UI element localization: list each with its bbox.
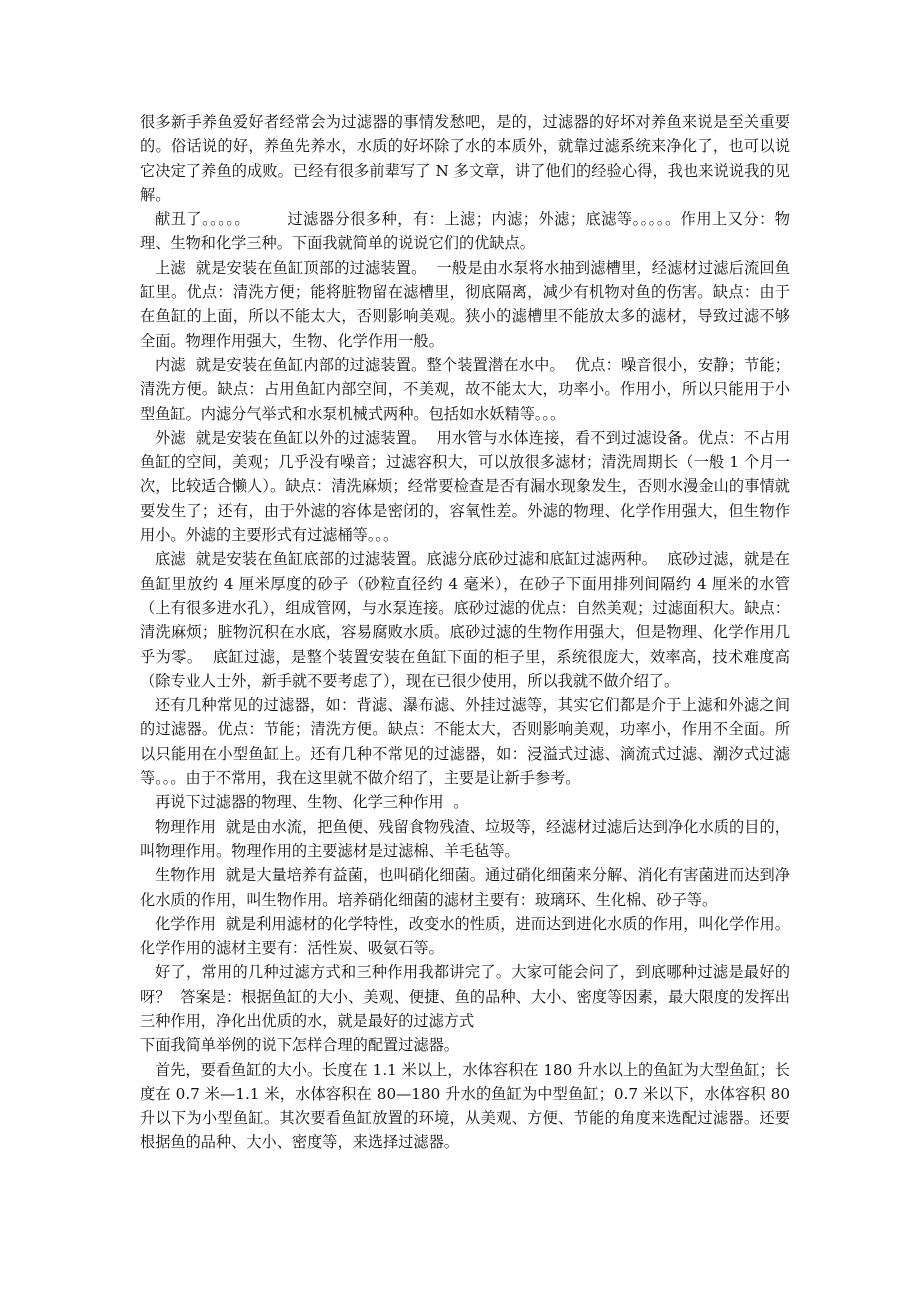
paragraph-intro: 很多新手养鱼爱好者经常会为过滤器的事情发愁吧，是的，过滤器的好坏对养鱼来说是至关重要的。俗话说的好，养鱼先养水，水质的好坏除了水的本质外，就靠过滤系统来净化了，也可以说它决定了养鱼的成败。已经有很多前辈写了 N 多文章，讲了他们的经验心得，我也来说说我的见解。 — [140, 113, 790, 204]
paragraph-bottom-filter: 底滤 就是安装在鱼缸底部的过滤装置。底滤分底砂过滤和底缸过滤两种。 底砂过滤，就是在鱼缸里放约 4 厘米厚度的砂子（砂粒直径约 4 毫米），在砂子下面用排列间隔约 4 厘米的水管（上有很多进水孔），组成管网，与水泵连接。底砂过滤的优点：自然美观；过滤面积大。缺点：清洗麻烦；脏物沉积在水底，容易腐败水质。底砂过滤的生物作用强大，但是物理、化学作用几乎为零。 底缸过滤，是整个装置安装在鱼缸下面的柜子里，系统很庞大，效率高，技术难度高（除专业人士外，新手就不要考虑了），现在已很少使用，所以我就不做介绍了。 — [140, 550, 790, 690]
paragraph-three-functions: 再说下过滤器的物理、生物、化学三种作用 。 — [155, 793, 469, 812]
paragraph-filter-types: 献丑了。。。。。 过滤器分很多种，有：上滤；内滤；外滤；底滤等。。。。。作用上又分：物理、生物和化学三种。下面我就简单的说说它们的优缺点。 — [140, 210, 790, 253]
paragraph-top-filter: 上滤 就是安装在鱼缸顶部的过滤装置。 一般是由水泵将水抽到滤槽里，经滤材过滤后流回鱼缸里。优点：清洗方便；能将脏物留在滤槽里，彻底隔离，减少有机物对鱼的伤害。缺点：由于在鱼缸的上面，所以不能太大，否则影响美观。狭小的滤槽里不能放太多的滤材，导致过滤不够全面。物理作用强大，生物、化学作用一般。 — [140, 258, 790, 350]
paragraph-best-filter: 好了，常用的几种过滤方式和三种作用我都讲完了。大家可能会问了，到底哪种过滤是最好的呀？ 答案是：根据鱼缸的大小、美观、便捷、鱼的品种、大小、密度等因素，最大限度的发挥出三种作用，净化出优质的水，就是最好的过滤方式 — [140, 963, 790, 1030]
paragraph-tank-size: 首先，要看鱼缸的大小。长度在 1.1 米以上，水体容积在 180 升水以上的鱼缸为大型鱼缸；长度在 0.7 米—1.1 米，水体容积在 80—180 升水的鱼缸为中型鱼缸；0.7 米以下，水体容积 80 升以下为小型鱼缸。其次要看鱼缸放置的环境，从美观、方便、节能的角度来选配过滤器。还要根据鱼的品种、大小、密度等，来选择过滤器。 — [140, 1060, 795, 1152]
paragraph-other-filters: 还有几种常见的过滤器，如：背滤、瀑布滤、外挂过滤等，其实它们都是介于上滤和外滤之间的过滤器。优点：节能；清洗方便。缺点：不能太大，否则影响美观，功率小，作用不全面。所以只能用在小型鱼缸上。还有几种不常见的过滤器，如：浸溢式过滤、滴流式过滤、潮汐式过滤等。。。由于不常用，我在这里就不做介绍了，主要是让新手参考。 — [140, 696, 790, 788]
paragraph-biological-function: 生物作用 就是大量培养有益菌，也叫硝化细菌。通过硝化细菌来分解、消化有害菌进而达到净化水质的作用，叫生物作用。培养硝化细菌的滤材主要有：玻璃环、生化棉、砂子等。 — [140, 866, 790, 909]
paragraph-physical-function: 物理作用 就是由水流，把鱼便、残留食物残渣、垃圾等，经滤材过滤后达到净化水质的目的，叫物理作用。物理作用的主要滤材是过滤棉、羊毛毡等。 — [140, 817, 790, 860]
paragraph-external-filter: 外滤 就是安装在鱼缸以外的过滤装置。 用水管与水体连接，看不到过滤设备。优点：不占用鱼缸的空间，美观；几乎没有噪音；过滤容积大，可以放很多滤材；清洗周期长（一般 1 个月一次，比较适合懒人）。缺点：清洗麻烦；经常要检查是否有漏水现象发生，否则水漫金山的事情就要发生了；还有，由于外滤的容体是密闭的，容氧性差。外滤的物理、化学作用强大，但生物作用小。外滤的主要形式有过滤桶等。。。 — [140, 428, 790, 545]
paragraph-internal-filter: 内滤 就是安装在鱼缸内部的过滤装置。整个装置潜在水中。 优点：噪音很小，安静；节能；清洗方便。缺点：占用鱼缸内部空间，不美观，故不能太大，功率小。作用小，所以只能用于小型鱼缸。内滤分气举式和水泵机械式两种。包括如水妖精等。。。 — [140, 355, 790, 423]
paragraph-config-intro: 下面我简单举例的说下怎样合理的配置过滤器。 — [140, 1036, 459, 1055]
document-body — [140, 110, 795, 1155]
paragraph-chemical-function: 化学作用 就是利用滤材的化学特性，改变水的性质，进而达到进化水质的作用，叫化学作用。化学作用的滤材主要有：活性炭、吸氨石等。 — [140, 914, 790, 958]
